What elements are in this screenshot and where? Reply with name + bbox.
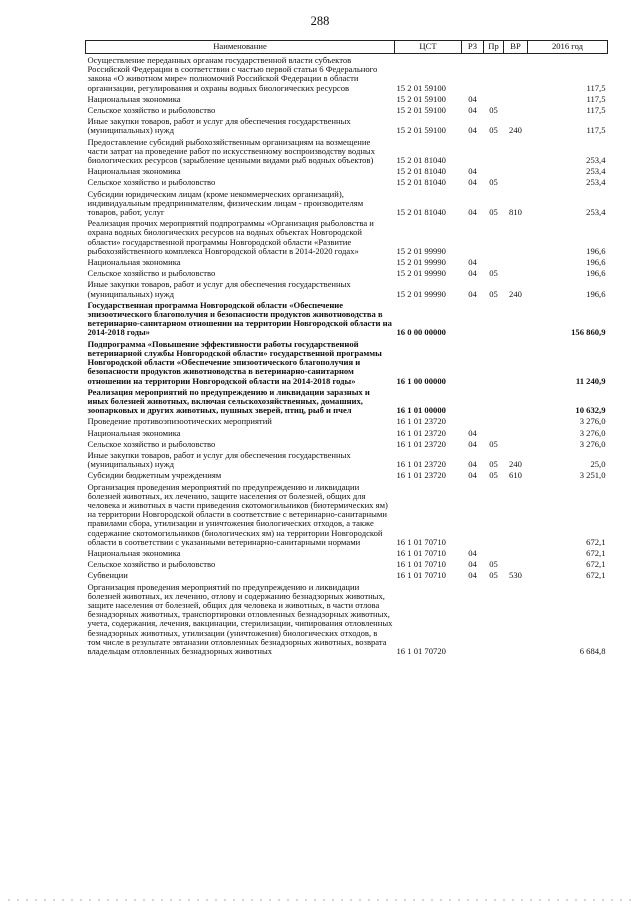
row-vr xyxy=(504,256,528,267)
row-cst: 16 1 01 70720 xyxy=(396,645,446,656)
row-vr xyxy=(504,217,528,256)
row-cst: 15 2 01 81040 xyxy=(396,207,446,218)
table-row xyxy=(86,569,608,580)
row-cst: 15 2 01 99990 xyxy=(396,288,446,299)
row-sum: 11 240,9 xyxy=(575,375,606,386)
row-vr: 240 xyxy=(509,288,522,299)
row-pr xyxy=(484,136,504,166)
row-rz: 04 xyxy=(468,470,477,481)
row-rz xyxy=(462,338,484,386)
row-cst: 16 1 01 23720 xyxy=(396,438,446,449)
row-rz xyxy=(462,136,484,166)
row-name: Государственная программа Новгородской области «Обеспечение эпизоотического благополучия и безопасности продуктов животноводства в ветеринарно-санитарном отношении на территории Новгородской области на 2014-2018 годы» xyxy=(87,299,392,338)
row-pr: 05 xyxy=(489,105,498,116)
row-vr: 610 xyxy=(509,470,522,481)
table-row xyxy=(86,104,608,115)
row-rz: 04 xyxy=(468,166,477,177)
table-row xyxy=(86,449,608,469)
row-rz: 04 xyxy=(468,105,477,116)
row-pr xyxy=(484,165,504,176)
row-pr xyxy=(484,338,504,386)
header-sum: 2016 год xyxy=(528,41,608,54)
row-name: Реализация мероприятий по предупреждению и ликвидации заразных и иных болезней животных, включая сельскохозяйственных, домашних, зоопарковых и других животных, пушных зверей, птиц, рыб и пчел xyxy=(87,386,370,416)
table-row xyxy=(86,188,608,218)
row-vr xyxy=(504,54,528,93)
row-pr xyxy=(484,427,504,438)
header-cst: ЦСТ xyxy=(395,41,462,54)
row-cst: 15 2 01 81040 xyxy=(396,177,446,188)
row-rz xyxy=(462,386,484,416)
row-vr: 810 xyxy=(509,207,522,218)
row-pr xyxy=(484,217,504,256)
row-cst: 16 1 01 23720 xyxy=(396,416,446,427)
row-rz: 04 xyxy=(468,93,477,104)
row-rz: 04 xyxy=(468,438,477,449)
row-pr xyxy=(484,481,504,547)
row-rz: 04 xyxy=(468,125,477,136)
row-rz: 04 xyxy=(468,288,477,299)
row-vr xyxy=(504,415,528,426)
row-rz: 04 xyxy=(468,427,477,438)
table-row xyxy=(86,427,608,438)
row-pr: 05 xyxy=(489,459,498,470)
row-sum: 25,0 xyxy=(590,459,606,470)
row-name: Субсидии бюджетным учреждениям xyxy=(87,470,222,481)
row-sum: 253,4 xyxy=(586,166,606,177)
row-sum: 117,5 xyxy=(586,93,606,104)
header-pr: Пр xyxy=(484,41,504,54)
table-header-row xyxy=(86,41,608,54)
row-rz: 04 xyxy=(468,547,477,558)
table-row xyxy=(86,115,608,135)
row-name: Сельское хозяйство и рыболовство xyxy=(87,559,216,570)
table-row xyxy=(86,278,608,298)
row-name: Национальная экономика xyxy=(87,547,181,558)
row-name: Подпрограмма «Повышение эффективности работы государственной ветеринарной службы Новгородской области» государственной программы Новгородской области «Обеспечение эпизоотического благополучия и безопасности продуктов животноводства в ветеринарно-санитарном отношении на территории Новгородской области на 2014-2018 годы» xyxy=(87,338,382,386)
row-vr xyxy=(504,438,528,449)
row-name: Национальная экономика xyxy=(87,166,181,177)
row-cst: 15 2 01 99990 xyxy=(396,257,446,268)
row-cst: 15 2 01 59100 xyxy=(396,82,446,93)
table-row xyxy=(86,136,608,166)
row-sum: 196,6 xyxy=(586,257,606,268)
row-cst: 16 1 01 23720 xyxy=(396,427,446,438)
table-row xyxy=(86,176,608,187)
row-vr xyxy=(504,581,528,657)
row-sum: 117,5 xyxy=(586,125,606,136)
row-vr: 530 xyxy=(509,570,522,581)
row-sum: 117,5 xyxy=(586,105,606,116)
budget-table xyxy=(85,40,608,656)
table-row xyxy=(86,481,608,547)
row-name: Национальная экономика xyxy=(87,93,181,104)
row-cst: 16 1 01 70710 xyxy=(396,559,446,570)
row-sum: 3 276,0 xyxy=(579,427,606,438)
row-sum: 672,1 xyxy=(586,536,606,547)
row-vr: 240 xyxy=(509,125,522,136)
row-cst: 16 1 01 70710 xyxy=(396,547,446,558)
row-vr xyxy=(504,558,528,569)
row-sum: 196,6 xyxy=(586,288,606,299)
table-row xyxy=(86,558,608,569)
row-name: Иные закупки товаров, работ и услуг для обеспечения государственных (муниципальных) нужд xyxy=(87,449,351,470)
row-sum: 3 276,0 xyxy=(579,416,606,427)
row-name: Иные закупки товаров, работ и услуг для обеспечения государственных (муниципальных) нужд xyxy=(87,279,351,299)
row-sum: 6 684,8 xyxy=(579,645,606,656)
row-name: Предоставление субсидий рыбохозяйственным организациям на возмещение части затрат на проведение работ по искусственному воспроизводству водных биологических ресурсов (зарыбление ценными видами рыб водных объектов) xyxy=(87,136,376,166)
row-sum: 117,5 xyxy=(586,82,606,93)
row-vr xyxy=(504,547,528,558)
row-cst: 16 1 01 23720 xyxy=(396,470,446,481)
row-pr: 05 xyxy=(489,268,498,279)
row-pr: 05 xyxy=(489,570,498,581)
row-cst: 15 2 01 59100 xyxy=(396,93,446,104)
row-vr xyxy=(504,427,528,438)
scan-artifact-line xyxy=(8,899,632,901)
row-name: Сельское хозяйство и рыболовство xyxy=(87,105,216,116)
row-rz: 04 xyxy=(468,559,477,570)
row-cst: 15 2 01 59100 xyxy=(396,105,446,116)
row-cst: 16 1 01 70710 xyxy=(396,536,446,547)
row-vr xyxy=(504,104,528,115)
row-rz: 04 xyxy=(468,177,477,188)
row-pr xyxy=(484,93,504,104)
row-pr: 05 xyxy=(489,177,498,188)
row-sum: 253,4 xyxy=(586,155,606,166)
row-vr xyxy=(504,93,528,104)
row-pr xyxy=(484,415,504,426)
table-row xyxy=(86,469,608,480)
row-pr: 05 xyxy=(489,559,498,570)
row-name: Организация проведения мероприятий по предупреждению и ликвидации болезней животных, их лечению, отлову и содержанию безнадзорных животных, защите населения от болезней, общих для человека и животных, в части отлова безнадзорных животных, транспортировки отловленных безнадзорных животных, учета, содержания, лечения, вакцинации, стерилизации, чипирования отловленных безнадзорных животных, утилизации (уничтожения) биологических отходов, в том числе в результате эвтаназии отловленных безнадзорных животных, возврата владельцам отловленных безнадзорных животных xyxy=(87,581,393,656)
row-cst: 15 2 01 81040 xyxy=(396,155,446,166)
row-pr xyxy=(484,547,504,558)
row-sum: 196,6 xyxy=(586,245,606,256)
table-row xyxy=(86,54,608,93)
table-row xyxy=(86,547,608,558)
row-sum: 672,1 xyxy=(586,570,606,581)
table-row xyxy=(86,217,608,256)
row-vr xyxy=(504,338,528,386)
table-row xyxy=(86,338,608,386)
row-rz xyxy=(462,415,484,426)
row-name: Субсидии юридическим лицам (кроме некоммерческих организаций), индивидуальным предпринимателям, физическим лицам - производителям товаров, работ, услуг xyxy=(87,188,364,218)
row-pr xyxy=(484,256,504,267)
row-rz: 04 xyxy=(468,268,477,279)
row-name: Иные закупки товаров, работ и услуг для обеспечения государственных (муниципальных) нужд xyxy=(87,116,351,136)
row-name: Сельское хозяйство и рыболовство xyxy=(87,177,216,188)
table-body xyxy=(86,54,608,657)
row-vr xyxy=(504,165,528,176)
row-cst: 15 2 01 99990 xyxy=(396,268,446,279)
row-sum: 10 632,9 xyxy=(575,405,606,416)
row-rz xyxy=(462,299,484,338)
header-rz: РЗ xyxy=(462,41,484,54)
row-pr xyxy=(484,386,504,416)
table-row xyxy=(86,256,608,267)
row-name: Сельское хозяйство и рыболовство xyxy=(87,268,216,279)
row-name: Национальная экономика xyxy=(87,257,181,268)
row-name: Реализация прочих мероприятий подпрограммы «Организация рыболовства и охрана водных биологических ресурсов на водных объектах Новгородской области» государственной программы Новгородской области «Развитие рыбохозяйственного комплекса Новгородской области в 2014-2020 годах» xyxy=(87,218,374,256)
row-sum: 253,4 xyxy=(586,207,606,218)
table-row xyxy=(86,93,608,104)
row-sum: 253,4 xyxy=(586,177,606,188)
row-vr xyxy=(504,176,528,187)
row-sum: 156 860,9 xyxy=(571,327,606,338)
row-rz: 04 xyxy=(468,459,477,470)
row-name: Субвенции xyxy=(87,570,128,581)
row-name: Национальная экономика xyxy=(87,427,181,438)
row-pr: 05 xyxy=(489,470,498,481)
row-name: Организация проведения мероприятий по предупреждению и ликвидации болезней животных, их лечению, защите населения от болезней, общих для человека и животных в части приведения скотомогильников (биотермических ям) на территории Новгородской области в соответствие с ветеринарно-санитарными правилами сбора, утилизации и уничтожения биологических отходов, а также содержание скотомогильников (биологических ям) на территории Новгородской области в соответствии с указанными ветеринарно-санитарными нормами xyxy=(87,481,388,547)
row-vr xyxy=(504,386,528,416)
row-vr xyxy=(504,136,528,166)
header-name: Наименование xyxy=(86,41,395,54)
table-row xyxy=(86,415,608,426)
row-vr xyxy=(504,481,528,547)
row-name: Осуществление переданных органам государственной власти субъектов Российской Федерации в соответствии с частью первой статьи 6 Федерального закона «О животном мире» полномочий Российской Федерации в области организации, регулирования и охраны водных биологических ресурсов xyxy=(87,55,378,93)
row-pr xyxy=(484,54,504,93)
row-cst: 15 2 01 59100 xyxy=(396,125,446,136)
row-cst: 16 1 01 70710 xyxy=(396,570,446,581)
row-vr: 240 xyxy=(509,459,522,470)
row-pr: 05 xyxy=(489,207,498,218)
table-row xyxy=(86,299,608,338)
row-pr xyxy=(484,299,504,338)
row-sum: 672,1 xyxy=(586,547,606,558)
row-cst: 16 1 01 00000 xyxy=(396,405,446,416)
row-vr xyxy=(504,299,528,338)
row-rz xyxy=(462,54,484,93)
row-name: Сельское хозяйство и рыболовство xyxy=(87,438,216,449)
row-cst: 16 1 00 00000 xyxy=(396,375,446,386)
header-vr: ВР xyxy=(504,41,528,54)
row-rz: 04 xyxy=(468,207,477,218)
row-pr: 05 xyxy=(489,125,498,136)
row-vr xyxy=(504,267,528,278)
row-sum: 672,1 xyxy=(586,559,606,570)
table-row xyxy=(86,438,608,449)
row-rz xyxy=(462,217,484,256)
row-rz: 04 xyxy=(468,257,477,268)
row-rz xyxy=(462,581,484,657)
table-row xyxy=(86,581,608,657)
table-row xyxy=(86,267,608,278)
row-pr: 05 xyxy=(489,438,498,449)
row-rz xyxy=(462,481,484,547)
page-number: 288 xyxy=(310,14,330,28)
row-rz: 04 xyxy=(468,570,477,581)
row-sum: 3 276,0 xyxy=(579,438,606,449)
row-sum: 196,6 xyxy=(586,268,606,279)
row-name: Проведение противоэпизоотических мероприятий xyxy=(87,416,272,427)
row-sum: 3 251,0 xyxy=(579,470,606,481)
row-cst: 16 0 00 00000 xyxy=(396,327,446,338)
table-row xyxy=(86,165,608,176)
row-cst: 16 1 01 23720 xyxy=(396,459,446,470)
row-cst: 15 2 01 81040 xyxy=(396,166,446,177)
row-pr: 05 xyxy=(489,288,498,299)
table-row xyxy=(86,386,608,416)
row-cst: 15 2 01 99990 xyxy=(396,245,446,256)
row-pr xyxy=(484,581,504,657)
